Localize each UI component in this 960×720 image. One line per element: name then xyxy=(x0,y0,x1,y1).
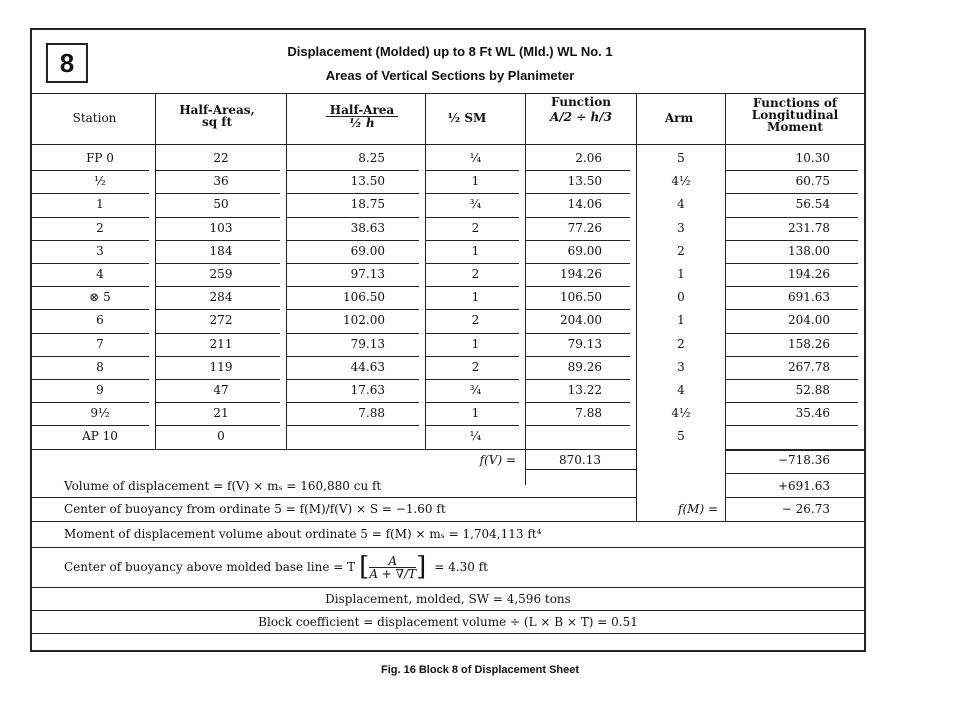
header-function: Function A/2 ÷ h/3 xyxy=(550,95,612,124)
rule xyxy=(156,286,280,287)
block-number: 8 xyxy=(46,43,88,83)
rule xyxy=(287,425,419,426)
cell-station: ½ xyxy=(94,174,106,189)
cell-ha-over-h: 18.75 xyxy=(350,197,385,212)
cell-function: 89.26 xyxy=(567,359,602,374)
center-of-buoyancy-above-base: Center of buoyancy above molded base line = T [ $\frac{A}{A + \nabla/T}$ ] = 4.30 ft xyxy=(64,552,488,582)
cell-moment: 204.00 xyxy=(788,313,830,328)
cell-station: 8 xyxy=(96,359,104,374)
rule xyxy=(156,309,280,310)
rule xyxy=(426,333,519,334)
rule xyxy=(156,379,280,380)
cell-arm: 4½ xyxy=(671,406,691,421)
rule xyxy=(32,521,864,522)
moment-positive-total: +691.63 xyxy=(777,479,830,493)
cell-ha-over-h: 7.88 xyxy=(358,406,385,421)
rule xyxy=(726,240,858,241)
rule xyxy=(726,193,858,194)
cell-ha-over-h: 8.25 xyxy=(358,151,385,165)
rule xyxy=(726,263,858,264)
cell-half-area: 47 xyxy=(213,383,229,397)
cell-half-area: 259 xyxy=(209,267,233,281)
cell-moment: 56.54 xyxy=(795,197,830,212)
moment-negative-total: −718.36 xyxy=(777,453,830,467)
header-half-area-over-h: Half-Area ½ h xyxy=(302,104,422,129)
header-sm: ½ SM xyxy=(447,111,487,125)
cell-arm: 4 xyxy=(677,383,685,397)
cell-station: 9 xyxy=(96,383,104,397)
fm-value: − 26.73 xyxy=(781,502,830,516)
rule xyxy=(526,217,630,218)
rule xyxy=(426,402,519,403)
rule xyxy=(726,379,858,380)
cell-moment: 158.26 xyxy=(788,336,830,351)
cell-moment: 267.78 xyxy=(788,359,830,374)
header-station: Station xyxy=(72,111,117,125)
cell-half-area: 211 xyxy=(209,336,233,351)
cell-station: 2 xyxy=(96,220,104,235)
rule xyxy=(526,286,630,287)
rule xyxy=(32,379,149,380)
cell-half-area: 284 xyxy=(209,290,233,305)
cell-ha-over-h: 79.13 xyxy=(350,336,385,351)
cell-moment: 52.88 xyxy=(795,383,830,397)
cell-arm: 5 xyxy=(677,429,685,444)
rule xyxy=(426,263,519,264)
cell-function: 106.50 xyxy=(560,290,602,305)
cell-arm: 1 xyxy=(677,267,685,281)
cell-sm: 1 xyxy=(471,174,480,189)
cell-arm: 5 xyxy=(677,151,685,165)
rule xyxy=(726,333,858,334)
rule xyxy=(156,217,280,218)
rule xyxy=(726,309,858,310)
rule xyxy=(156,263,280,264)
cell-half-area: 21 xyxy=(213,406,229,421)
cell-half-area: 119 xyxy=(209,359,233,374)
sheet-subtitle: Areas of Vertical Sections by Planimeter xyxy=(325,68,575,83)
cell-arm: 3 xyxy=(677,220,685,235)
cell-sm: ¼ xyxy=(469,429,482,444)
rule xyxy=(32,333,149,334)
rule xyxy=(156,170,280,171)
rule xyxy=(426,356,519,357)
cell-sm: ¼ xyxy=(469,151,482,165)
cell-half-area: 103 xyxy=(209,220,233,235)
cell-station: 9½ xyxy=(90,406,110,421)
rule xyxy=(32,217,149,218)
cell-function: 13.50 xyxy=(567,174,602,189)
rule xyxy=(32,449,636,450)
rule xyxy=(32,93,864,94)
rule xyxy=(526,356,630,357)
rule xyxy=(426,170,519,171)
rule xyxy=(156,193,280,194)
rule xyxy=(426,193,519,194)
cell-ha-over-h: 97.13 xyxy=(350,267,385,281)
cell-station: ⊗ 5 xyxy=(89,290,111,305)
cell-station: 1 xyxy=(96,197,104,212)
cell-moment: 194.26 xyxy=(788,267,830,281)
rule xyxy=(726,425,858,426)
rule xyxy=(32,144,864,145)
rule xyxy=(426,425,519,426)
sheet-title: Displacement (Molded) up to 8 Ft WL (Mld.) WL No. 1 xyxy=(287,44,613,59)
cell-station: 3 xyxy=(96,243,104,258)
cell-station: FP 0 xyxy=(86,151,114,165)
cell-moment: 231.78 xyxy=(788,220,830,235)
rule xyxy=(726,286,858,287)
rule xyxy=(287,263,419,264)
rule xyxy=(32,240,149,241)
figure-caption: Fig. 16 Block 8 of Displacement Sheet xyxy=(380,664,580,676)
cell-function: 79.13 xyxy=(567,336,602,351)
cell-ha-over-h: 106.50 xyxy=(343,290,385,305)
cell-arm: 1 xyxy=(677,313,685,328)
cell-arm: 2 xyxy=(677,243,685,258)
rule xyxy=(526,263,630,264)
header-arm: Arm xyxy=(664,111,694,125)
rule xyxy=(726,473,864,474)
cell-ha-over-h: 38.63 xyxy=(350,220,385,235)
cell-moment: 60.75 xyxy=(795,174,830,189)
cell-function: 204.00 xyxy=(560,313,602,328)
cell-moment: 691.63 xyxy=(788,290,830,305)
rule xyxy=(32,610,864,611)
cell-sm: 2 xyxy=(471,359,480,374)
rule xyxy=(156,402,280,403)
rule xyxy=(526,402,630,403)
rule xyxy=(426,240,519,241)
cell-function: 14.06 xyxy=(567,197,602,212)
cell-sm: ¾ xyxy=(469,383,482,397)
rule xyxy=(726,449,864,451)
rule xyxy=(32,263,149,264)
center-of-buoyancy-from-ordinate: Center of buoyancy from ordinate 5 = f(M)/f(V) × S = −1.60 ft xyxy=(64,502,446,516)
rule xyxy=(32,587,864,588)
cell-sm: 2 xyxy=(471,267,480,281)
cell-arm: 4½ xyxy=(671,174,691,189)
moment-of-displacement-volume: Moment of displacement volume about ordinate 5 = f(M) × mₛ = 1,704,113 ft⁴ xyxy=(64,527,542,541)
cell-function: 13.22 xyxy=(567,383,602,397)
fm-label: f(M) = xyxy=(678,502,718,516)
cell-function: 7.88 xyxy=(575,406,602,421)
rule xyxy=(32,633,864,634)
cell-half-area: 0 xyxy=(217,429,225,444)
cell-sm: 2 xyxy=(471,220,480,235)
cell-sm: 1 xyxy=(471,406,480,421)
cell-function: 2.06 xyxy=(575,151,602,165)
rule xyxy=(32,286,149,287)
rule xyxy=(287,402,419,403)
header-half-areas: Half-Areas, sq ft xyxy=(179,103,255,129)
rule xyxy=(32,425,149,426)
cell-half-area: 272 xyxy=(209,313,233,328)
cell-arm: 0 xyxy=(677,290,685,305)
cell-station: 6 xyxy=(96,313,104,328)
cell-sm: 1 xyxy=(471,336,480,351)
cell-moment: 10.30 xyxy=(795,151,830,165)
cell-moment: 35.46 xyxy=(795,406,830,421)
cell-half-area: 22 xyxy=(213,151,229,165)
rule xyxy=(426,217,519,218)
rule xyxy=(526,469,636,470)
cell-moment: 138.00 xyxy=(788,243,830,258)
cell-station: 7 xyxy=(96,336,104,351)
rule xyxy=(526,193,630,194)
rule xyxy=(426,286,519,287)
volume-of-displacement: Volume of displacement = f(V) × mₛ = 160,880 cu ft xyxy=(64,479,382,493)
rule xyxy=(726,170,858,171)
rule xyxy=(32,170,149,171)
cell-arm: 3 xyxy=(677,359,685,374)
rule xyxy=(287,217,419,218)
rule xyxy=(32,356,149,357)
cell-sm: 1 xyxy=(471,290,480,305)
rule xyxy=(287,309,419,310)
cell-station: AP 10 xyxy=(82,429,118,444)
cell-half-area: 50 xyxy=(213,197,229,212)
rule xyxy=(156,425,280,426)
rule xyxy=(32,309,149,310)
rule xyxy=(287,240,419,241)
rule xyxy=(526,240,630,241)
rule xyxy=(526,170,630,171)
cell-ha-over-h: 13.50 xyxy=(350,174,385,189)
cell-half-area: 36 xyxy=(213,174,229,189)
cell-arm: 4 xyxy=(677,197,685,212)
cell-ha-over-h: 44.63 xyxy=(350,359,385,374)
cell-ha-over-h: 69.00 xyxy=(350,243,385,258)
rule xyxy=(726,402,858,403)
displacement-sheet xyxy=(30,28,866,652)
rule xyxy=(32,547,864,548)
cell-function: 77.26 xyxy=(567,220,602,235)
rule xyxy=(426,309,519,310)
rule xyxy=(726,217,858,218)
block-coefficient: Block coefficient = displacement volume ÷ (L × B × T) = 0.51 xyxy=(258,615,638,629)
rule xyxy=(287,379,419,380)
rule xyxy=(526,425,630,426)
cell-ha-over-h: 102.00 xyxy=(343,313,385,328)
rule xyxy=(526,333,630,334)
cell-arm: 2 xyxy=(677,336,685,351)
cell-station: 4 xyxy=(96,267,104,281)
rule xyxy=(156,333,280,334)
cell-ha-over-h: 17.63 xyxy=(350,383,385,397)
fv-value: 870.13 xyxy=(559,453,601,467)
rule xyxy=(526,379,630,380)
rule xyxy=(156,240,280,241)
fv-label: f(V) = xyxy=(479,453,516,467)
cell-function: 194.26 xyxy=(560,267,602,281)
rule xyxy=(32,497,636,498)
rule xyxy=(287,170,419,171)
header-functions-of-moment: Functions of Longitudinal Moment xyxy=(751,96,839,134)
displacement-molded: Displacement, molded, SW = 4,596 tons xyxy=(325,592,571,606)
cell-sm: ¾ xyxy=(469,197,482,212)
cell-sm: 2 xyxy=(471,313,480,328)
cell-sm: 1 xyxy=(471,243,480,258)
rule xyxy=(426,379,519,380)
rule xyxy=(287,286,419,287)
rule xyxy=(32,193,149,194)
rule xyxy=(32,402,149,403)
rule xyxy=(287,356,419,357)
cell-half-area: 184 xyxy=(209,243,233,258)
rule xyxy=(526,309,630,310)
cell-function: 69.00 xyxy=(567,243,602,258)
rule xyxy=(287,333,419,334)
rule xyxy=(726,356,858,357)
rule xyxy=(726,497,864,498)
rule xyxy=(156,356,280,357)
rule xyxy=(287,193,419,194)
